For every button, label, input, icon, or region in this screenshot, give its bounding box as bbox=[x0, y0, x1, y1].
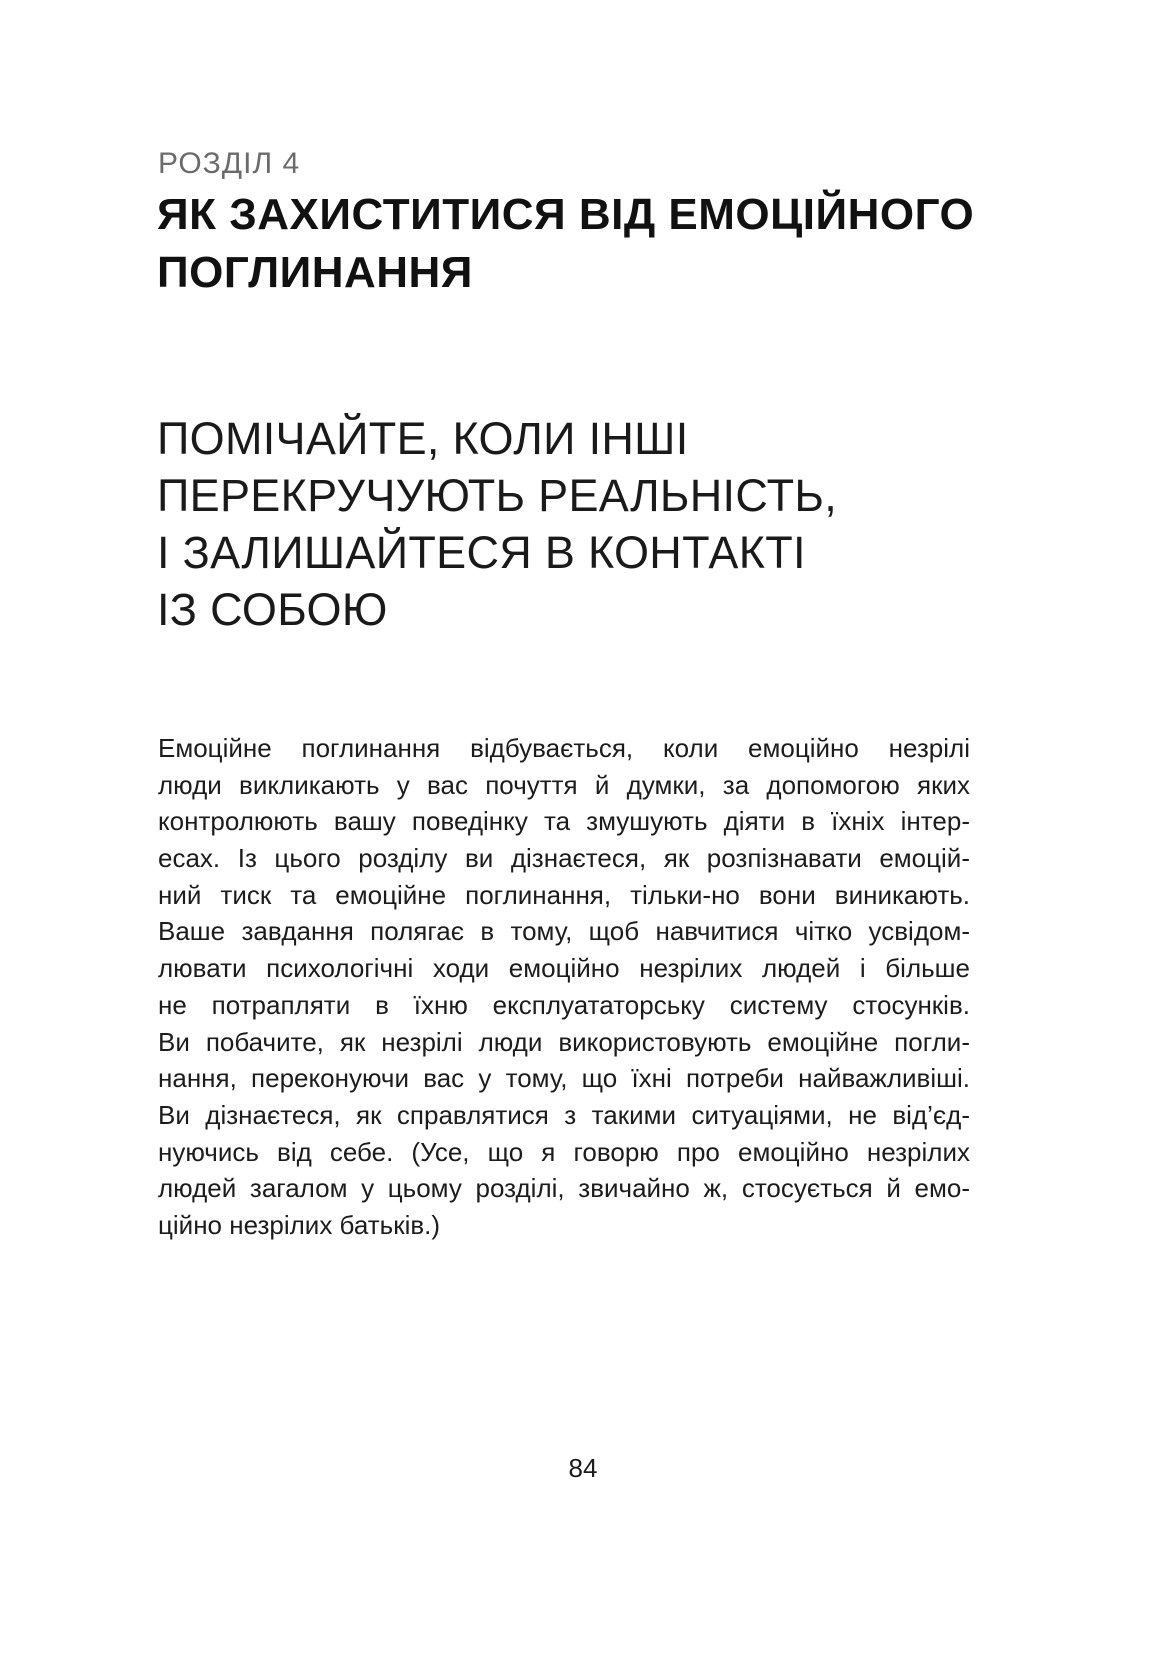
paragraph-line: контролюють вашу поведінку та змушують діяти в їхніх інтер- bbox=[158, 806, 970, 837]
chapter-title-line: ЯК ЗАХИСТИТИСЯ ВІД ЕМОЦІЙНОГО bbox=[157, 190, 975, 239]
chapter-title bbox=[157, 186, 1037, 302]
chapter-label: РОЗДІЛ 4 bbox=[158, 147, 301, 180]
section-title-line: ПОМІЧАЙТЕ, КОЛИ ІНШІ bbox=[157, 413, 689, 464]
paragraph-line: Ваше завдання полягає в тому, щоб навчитися чітко усвідом- bbox=[158, 916, 970, 947]
paragraph-line: Ви побачите, як незрілі люди використовують емоційне погли- bbox=[158, 1026, 970, 1057]
paragraph-line: есах. Із цього розділу ви дізнаєтеся, як розпізнавати емоцій- bbox=[158, 843, 970, 874]
paragraph-line: лювати психологічні ходи емоційно незрілих людей і більше bbox=[158, 953, 970, 984]
page-number: 84 bbox=[568, 1453, 598, 1483]
chapter-title-line: ПОГЛИНАННЯ bbox=[157, 248, 473, 297]
section-title bbox=[157, 410, 1037, 638]
paragraph-line: Емоційне поглинання відбувається, коли емоційно незрілі bbox=[158, 733, 970, 763]
section-title-line: І ЗАЛИШАЙТЕСЯ В КОНТАКТІ bbox=[157, 527, 806, 578]
paragraph-line: нання, переконуючи вас у тому, що їхні потреби найважливіші. bbox=[158, 1063, 970, 1094]
paragraph-line: людей загалом у цьому розділі, звичайно ж, стосується й емо- bbox=[158, 1173, 970, 1204]
paragraph-line: Ви дізнаєтеся, як справлятися з такими ситуаціями, не від’єд- bbox=[158, 1099, 970, 1130]
paragraph-line: не потрапляти в їхню експлуататорську систему стосунків. bbox=[158, 989, 970, 1020]
paragraph-line: люди викликають у вас почуття й думки, за допомогою яких bbox=[158, 769, 970, 800]
body-paragraph bbox=[158, 730, 970, 1244]
paragraph-line: нуючись від себе. (Усе, що я говорю про емоційно незрілих bbox=[158, 1136, 970, 1167]
paragraph-line: ний тиск та емоційне поглинання, тільки-но вони виникають. bbox=[158, 879, 970, 910]
section-title-line: ІЗ СОБОЮ bbox=[157, 584, 388, 635]
paragraph-line: ційно незрілих батьків.) bbox=[158, 1209, 441, 1240]
section-title-line: ПЕРЕКРУЧУЮТЬ РЕАЛЬНІСТЬ, bbox=[157, 470, 838, 521]
